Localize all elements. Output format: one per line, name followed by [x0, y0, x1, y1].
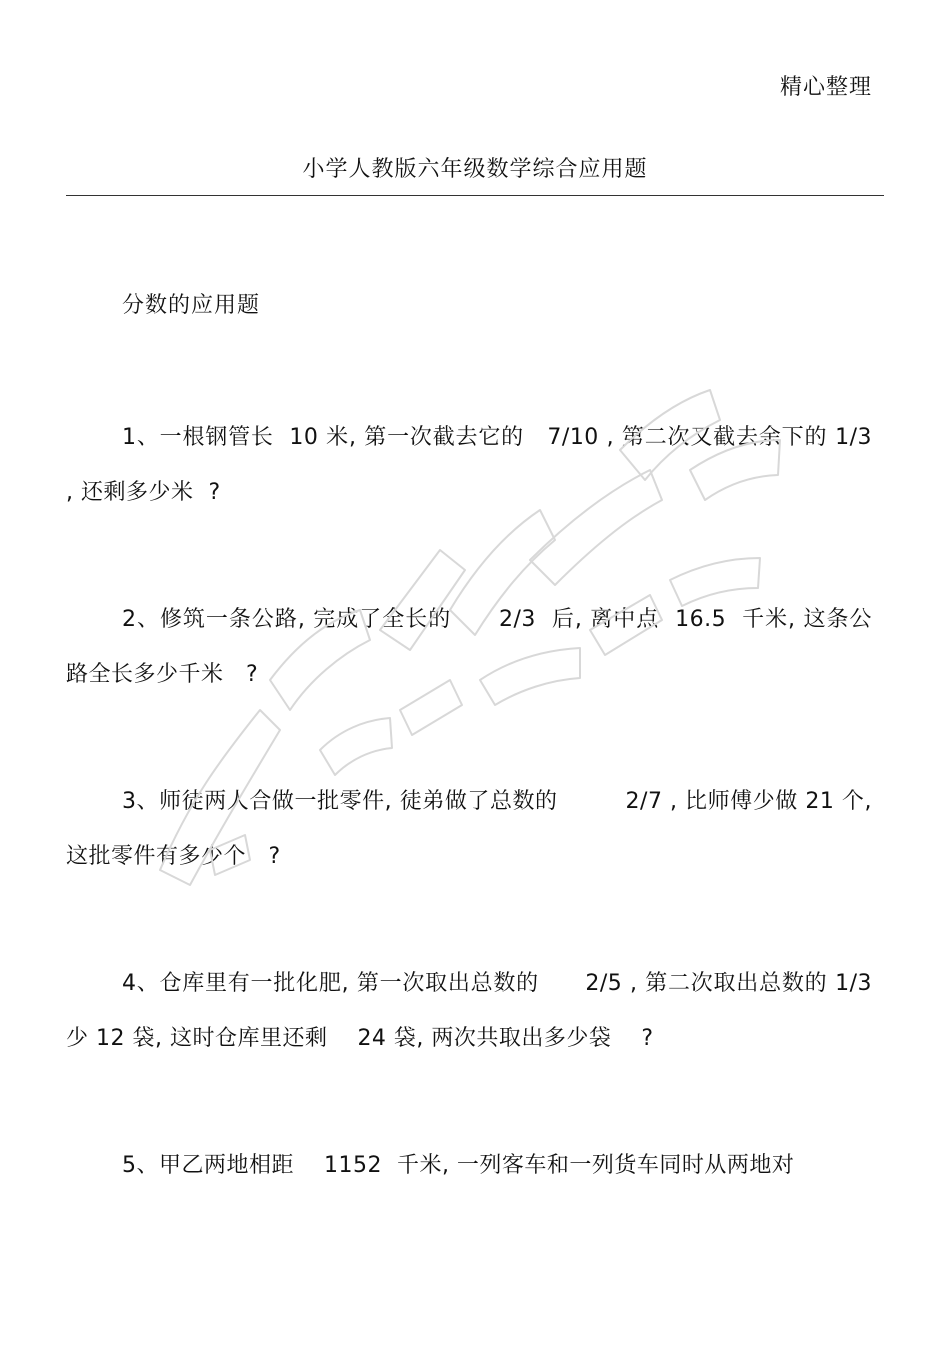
problem-text: 5、甲乙两地相距 1152 千米, 一列客车和一列货车同时从两地对 — [122, 1153, 795, 1178]
problem-2 — [66, 592, 872, 702]
problem-3 — [66, 774, 880, 884]
problem-text: 2、修筑一条公路, 完成了全长的 2/3 后, 离中点 16.5 千米, 这条公路全长多少千米 ? — [66, 607, 872, 687]
header-tag: 精心整理 — [779, 75, 872, 100]
problem-text: 3、师徒两人合做一批零件, 徒弟做了总数的 2/7 , 比师傅少做 21 个, 这批零件有多少个 ? — [66, 789, 880, 869]
problem-text: 4、仓库里有一批化肥, 第一次取出总数的 2/5 , 第二次取出总数的 1/3 少 12 袋, 这时仓库里还剩 24 袋, 两次共取出多少袋 ? — [66, 971, 887, 1051]
problem-1 — [66, 410, 880, 520]
problem-text: 1、一根钢管长 10 米, 第一次截去它的 7/10 , 第二次又截去余下的 1/3 , 还剩多少米 ? — [66, 425, 880, 505]
problem-5 — [66, 1138, 872, 1193]
section-heading: 分数的应用题 — [122, 293, 261, 318]
page-title: 小学人教版六年级数学综合应用题 — [302, 157, 648, 182]
title-divider — [66, 195, 884, 196]
problem-4 — [66, 956, 887, 1066]
